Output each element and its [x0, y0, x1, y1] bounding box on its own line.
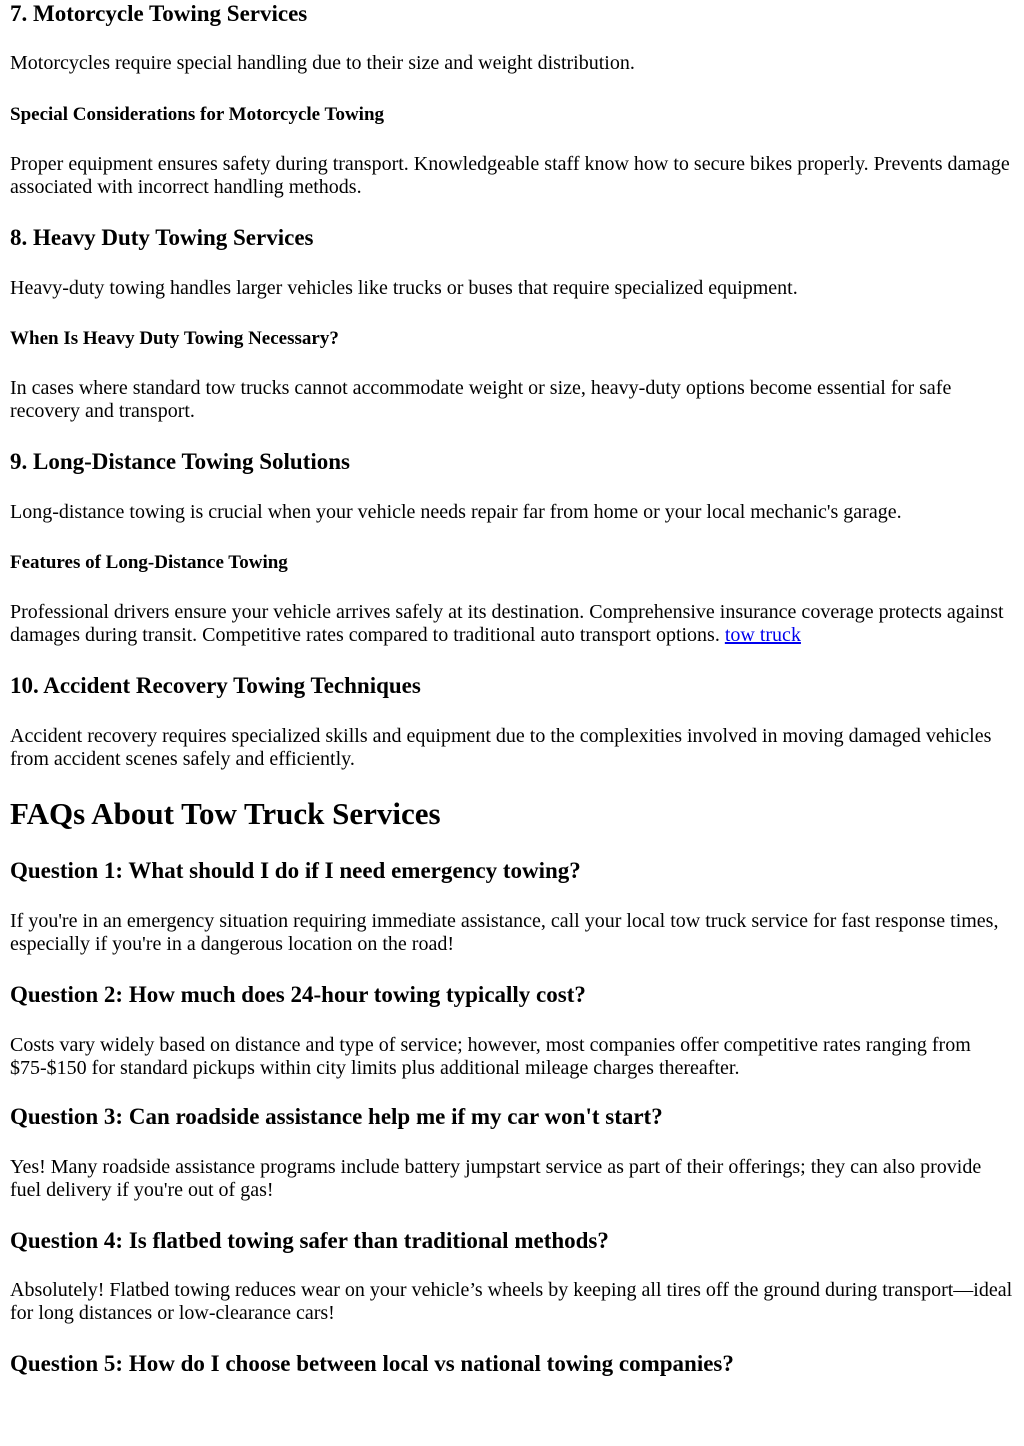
section-8-subheading: When Is Heavy Duty Towing Necessary?: [10, 328, 339, 349]
section-10-heading: 10. Accident Recovery Towing Techniques: [10, 673, 421, 698]
section-9-body-text: Professional drivers ensure your vehicle arrives safely at its destination. Comprehensive insurance coverage protects against damages during transit. Competitive rates compared to traditional auto transport options.: [10, 601, 1004, 646]
faq-answer-4: Absolutely! Flatbed towing reduces wear on your vehicle’s wheels by keeping all tires off the ground during transport—ideal for long distances or low-clearance cars!: [10, 1279, 1013, 1324]
faq-answer-1: If you're in an emergency situation requiring immediate assistance, call your local tow truck service for fast response times, especially if you're in a dangerous location on the road!: [10, 910, 999, 955]
section-8-body: In cases where standard tow trucks cannot accommodate weight or size, heavy-duty options become essential for safe recovery and transport.: [10, 377, 952, 422]
section-7-subheading: Special Considerations for Motorcycle Towing: [10, 104, 385, 125]
faq-question-2: Question 2: How much does 24-hour towing typically cost?: [10, 982, 586, 1007]
section-8-intro: Heavy-duty towing handles larger vehicles like trucks or buses that require specialized equipment.: [10, 277, 798, 299]
section-9-heading: 9. Long-Distance Towing Solutions: [10, 449, 350, 474]
section-9-body: [10, 601, 1014, 647]
section-7-intro: Motorcycles require special handling due to their size and weight distribution.: [10, 52, 635, 74]
section-9-intro: Long-distance towing is crucial when your vehicle needs repair far from home or your local mechanic's garage.: [10, 501, 902, 523]
section-9-subheading: Features of Long-Distance Towing: [10, 552, 288, 573]
tow-truck-link[interactable]: tow truck: [724, 624, 801, 646]
faq-answer-2: Costs vary widely based on distance and type of service; however, most companies offer competitive rates ranging from $75-$150 for standard pickups within city limits plus additional mileage charges thereafter.: [10, 1034, 971, 1079]
section-7-heading: 7. Motorcycle Towing Services: [10, 1, 308, 26]
faq-question-5: Question 5: How do I choose between local vs national towing companies?: [10, 1351, 734, 1376]
faq-question-1: Question 1: What should I do if I need emergency towing?: [10, 858, 581, 883]
faq-question-3: Question 3: Can roadside assistance help me if my car won't start?: [10, 1104, 663, 1129]
faq-question-4: Question 4: Is flatbed towing safer than traditional methods?: [10, 1228, 609, 1253]
faq-title: FAQs About Tow Truck Services: [10, 796, 441, 831]
faq-answer-3: Yes! Many roadside assistance programs include battery jumpstart service as part of their offerings; they can also provide fuel delivery if you're out of gas!: [10, 1156, 982, 1201]
section-8-heading: 8. Heavy Duty Towing Services: [10, 225, 314, 250]
section-7-body: Proper equipment ensures safety during transport. Knowledgeable staff know how to secure bikes properly. Prevents damage associated with incorrect handling methods.: [10, 153, 1010, 198]
section-10-intro: Accident recovery requires specialized skills and equipment due to the complexities involved in moving damaged vehicles from accident scenes safely and efficiently.: [10, 725, 992, 770]
